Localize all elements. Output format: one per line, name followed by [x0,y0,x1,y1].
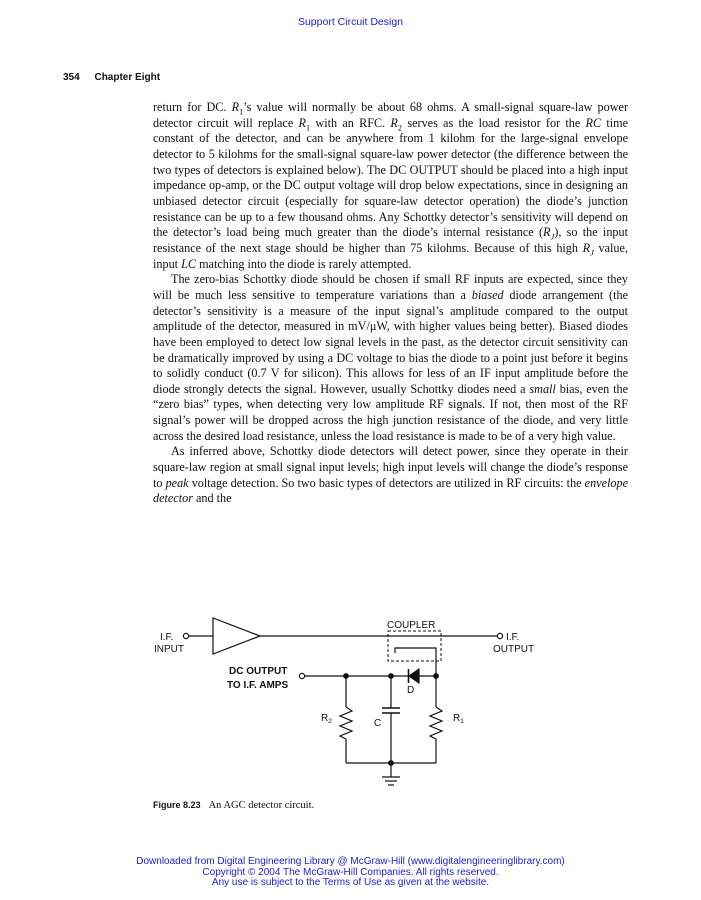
paragraph [153,100,628,272]
header-link[interactable]: Support Circuit Design [297,16,404,28]
r2-label: $R_2$ [321,713,332,725]
text-run: value, input [153,240,628,271]
text-run: R [231,100,240,114]
diode-label: D [407,685,415,696]
text-run: biased [471,287,504,302]
text-run: return for DC. [153,100,232,114]
text-run: R [543,225,551,240]
paragraph [153,444,628,507]
dc-output-terminal [299,673,304,678]
if-input-label: INPUT [154,644,184,655]
text-run: R [298,115,306,130]
text-run: R [582,240,591,255]
text-run: voltage detection. So two basic types of detectors are utilized in RF circuits: the [188,475,585,490]
coupler-line [395,648,436,653]
page-number: 354 [63,72,80,83]
resistor-r1 [430,707,442,739]
resistor-r2 [340,707,352,739]
text-run: ), so the input resistance of the next stage should be higher than 75 kilohms. Because of this high [153,225,628,255]
if-output-label: I.F. [506,632,520,643]
text-run: J [590,247,594,258]
figure-caption [153,800,314,811]
if-input-terminal [183,633,188,638]
text-run: envelope detector [153,475,628,506]
text-run: diode arrangement (the detector’s sensitivity is a measure of the input signal’s amplitude compared to the output amplitude of the detector, measured in mV/μW, with higher values being better). Biased diodes have been employed to detect low signal levels in the past, as the detector circuit sensitivity can be dramatically improved by using a DC voltage to bias the diode to a point just before it begins to solidly conduct (0.7 V for silicon). This allows for less of an IF input amplitude before the diode strongly detects the signal. However, usually Schottky diodes need a [153,287,628,396]
circuit-diagram [150,615,550,790]
text-run: and the [192,491,232,506]
caption-text: An AGC detector circuit. [208,800,315,811]
text-run: LC [181,256,197,271]
figure-number: Figure 8.23 [153,800,201,810]
chapter-title: Chapter Eight [94,72,161,83]
text-run: time constant of the detector, and can be anywhere from 1 kilohm for the large-signal envelope detector to 5 kilohms for the small-signal square-law power detector (the difference between the two types of detectors is explained below). The DC OUTPUT should be placed into a high input impedance op-amp, or the DC output voltage will drop below expectations, since in designing an unbiased detector circuit (especially for square-law detector operation) the diode’s junction resistance can be up to a few thousand ohms. Any Schottky detector’s sensitivity will depend on the detector’s load being much greater than the diode’s internal resistance ( [153,115,628,240]
text-run: 1 [239,106,244,117]
text-run: RC [585,115,602,130]
text-run: ’s value will normally be about 68 ohms. A small-signal square-law power detector circuit will replace [153,100,628,130]
text-run: The zero-bias Schottky diode should be chosen if small RF inputs are expected, since they will be much less sensitive to temperature variations than a [153,272,628,302]
amplifier-symbol [213,618,260,654]
text-run: small [529,381,556,396]
coupler-label: COUPLER [387,620,436,631]
agc-detector-circuit-figure [150,615,550,790]
paragraph [153,272,628,444]
text-run: 2 [397,122,403,133]
text-run: As inferred above, Schottky diode detectors will detect power, since they operate in their square-law region at small signal input levels; high input levels will change the diode’s response to [153,444,628,490]
footer-line[interactable]: Downloaded from Digital Engineering Library @ McGraw-Hill (www.digitalengineeringlibrary.com) [136,856,565,867]
dc-output-label: TO I.F. AMPS [227,680,289,691]
footer-line: Any use is subject to the Terms of Use as given at the website. [211,877,490,888]
text-run: bias, even the “zero bias” types, when detecting very low amplitude RF signals. If not, then most of the RF signal’s power will be dropped across the high junction resistance of the diode, and very little across the desired load resistance, unless the load resistance is made to be of a very high value. [153,381,628,443]
footer-line: Copyright © 2004 The McGraw-Hill Companies. All rights reserved. [202,866,499,878]
text-run: R [390,115,398,130]
body-text [153,100,628,507]
r1-label: $R_1$ [453,713,464,725]
dc-output-label: DC OUTPUT [229,666,288,677]
text-run: matching into the diode is rarely attempted. [196,256,412,271]
text-run: serves as the load resistor for the [402,115,586,130]
text-run: 1 [305,122,311,133]
if-input-label: I.F. [160,632,174,643]
text-run: with an RFC. [310,115,391,130]
running-head [63,72,160,83]
footer [0,857,701,889]
if-output-terminal [497,633,502,638]
text-run: J [550,231,555,242]
text-run: peak [165,475,189,490]
if-output-label: OUTPUT [493,644,535,655]
capacitor-label: C [374,718,382,729]
diode-symbol [409,669,419,683]
